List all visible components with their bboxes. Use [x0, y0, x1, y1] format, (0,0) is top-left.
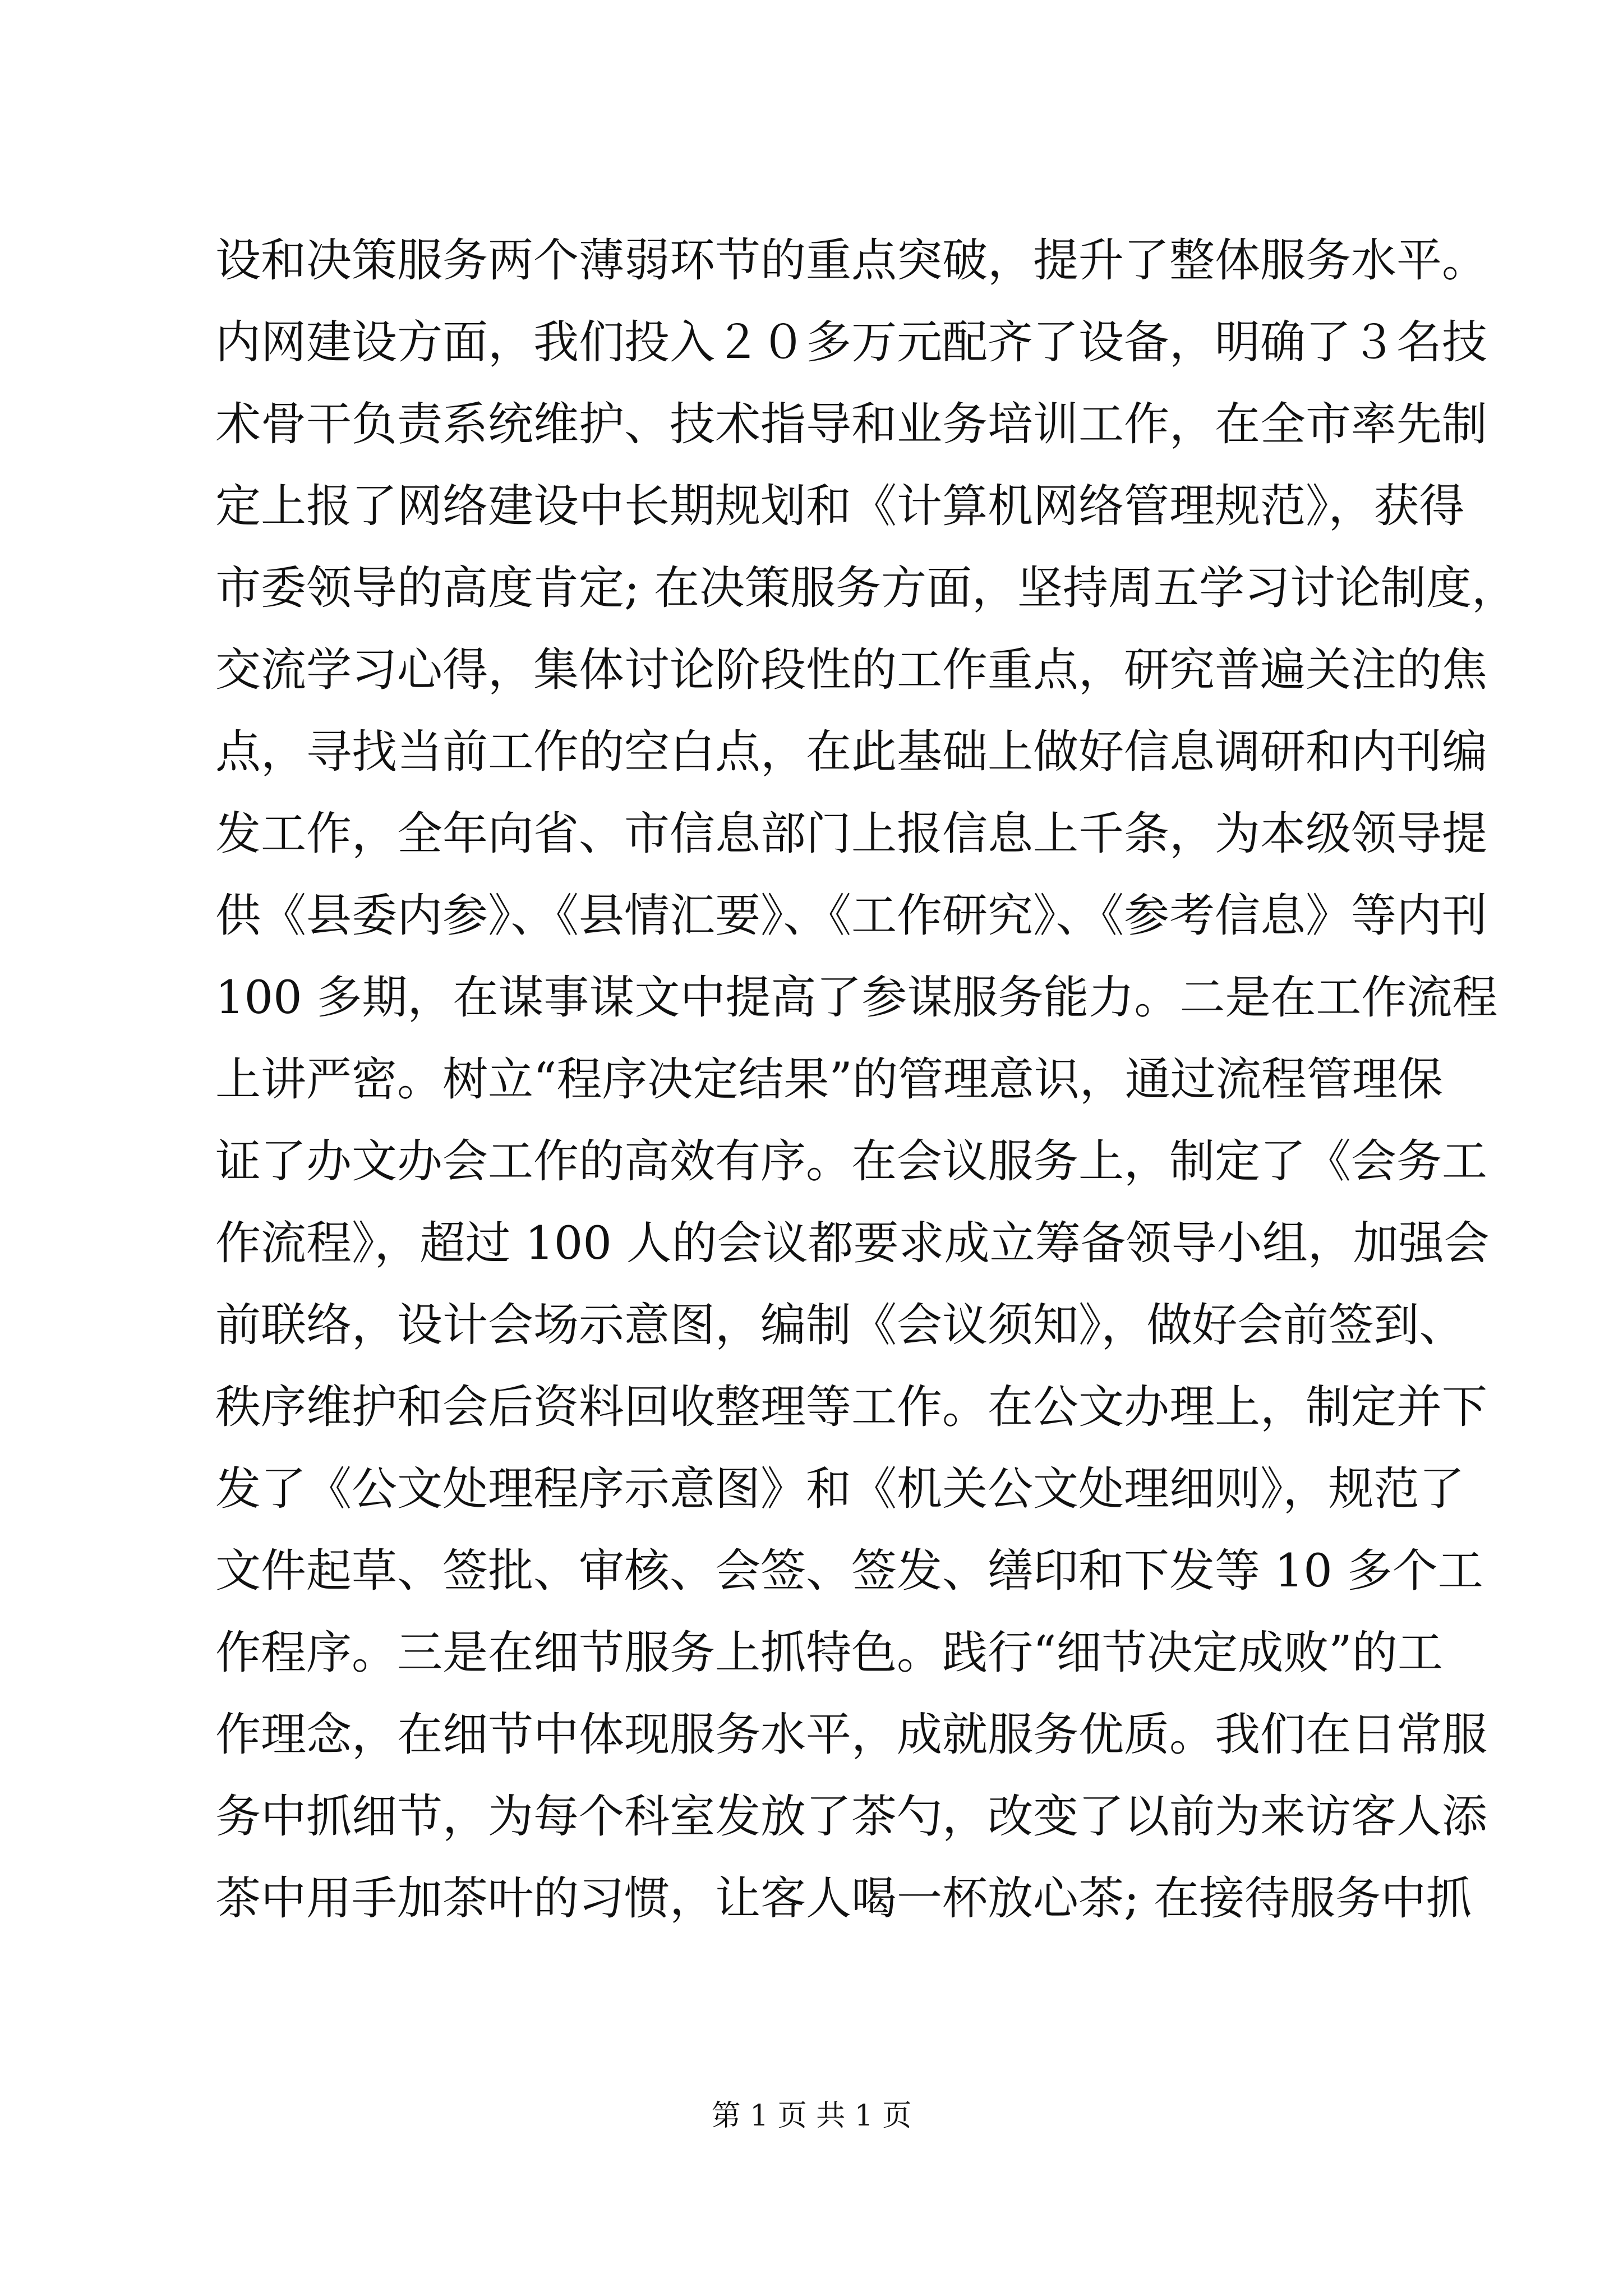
text-line-3: 术骨干负责系统维护、技术指导和业务培训工作，在全市率先制	[215, 398, 1488, 451]
text-line-4: 定上报了网络建设中长期规划和《计算机网络管理规范》，获得	[215, 480, 1465, 533]
text-line-8: 发工作，全年向省、市信息部门上报信息上千条，为本级领导提	[215, 808, 1488, 861]
text-line-1: 设和决策服务两个薄弱环节的重点突破，提升了整体服务水平。	[215, 234, 1488, 287]
text-line-9: 供《县委内参》、《县情汇要》、《工作研究》、《参考信息》等内刊	[215, 890, 1488, 942]
text-line-19: 作理念，在细节中体现服务水平，成就服务优质。我们在日常服	[215, 1709, 1488, 1761]
text-line-7: 点，寻找当前工作的空白点，在此基础上做好信息调研和内刊编	[215, 726, 1488, 779]
text-line-17: 文件起草、签批、审核、会签、签发、缮印和下发等 10 多个工	[215, 1545, 1483, 1598]
page-number-label: 第 1 页 共 1 页	[711, 2099, 912, 2133]
text-line-12: 证了办文办会工作的高效有序。在会议服务上，制定了《会务工	[215, 1135, 1488, 1188]
text-line-11: 上讲严密。树立“程序决定结果”的管理意识，通过流程管理保	[215, 1053, 1443, 1106]
text-line-15: 秩序维护和会后资料回收整理等工作。在公文办理上，制定并下	[215, 1381, 1488, 1434]
page-footer	[0, 2099, 1623, 2133]
text-line-18: 作程序。三是在细节服务上抓特色。践行“细节决定成败”的工	[215, 1627, 1443, 1680]
text-line-16: 发了《公文处理程序示意图》和《机关公文处理细则》，规范了	[215, 1463, 1465, 1516]
text-line-6: 交流学习心得，集体讨论阶段性的工作重点，研究普遍关注的焦	[215, 644, 1488, 697]
text-line-2: 内网建设方面，我们投入２０多万元配齐了设备，明确了３名技	[215, 316, 1488, 369]
text-line-14: 前联络，设计会场示意图，编制《会议须知》，做好会前签到、	[215, 1299, 1465, 1352]
text-line-10: 100 多期，在谋事谋文中提高了参谋服务能力。二是在工作流程	[215, 972, 1498, 1024]
text-line-21: 茶中用手加茶叶的习惯，让客人喝一杯放心茶; 在接待服务中抓	[215, 1872, 1472, 1925]
document-body	[215, 220, 1518, 1940]
text-line-20: 务中抓细节，为每个科室发放了茶勺，改变了以前为来访客人添	[215, 1791, 1488, 1843]
text-line-5: 市委领导的高度肯定; 在决策服务方面，坚持周五学习讨论制度，	[215, 562, 1518, 615]
text-line-13: 作流程》，超过 100 人的会议都要求成立筹备领导小组，加强会	[215, 1217, 1490, 1270]
